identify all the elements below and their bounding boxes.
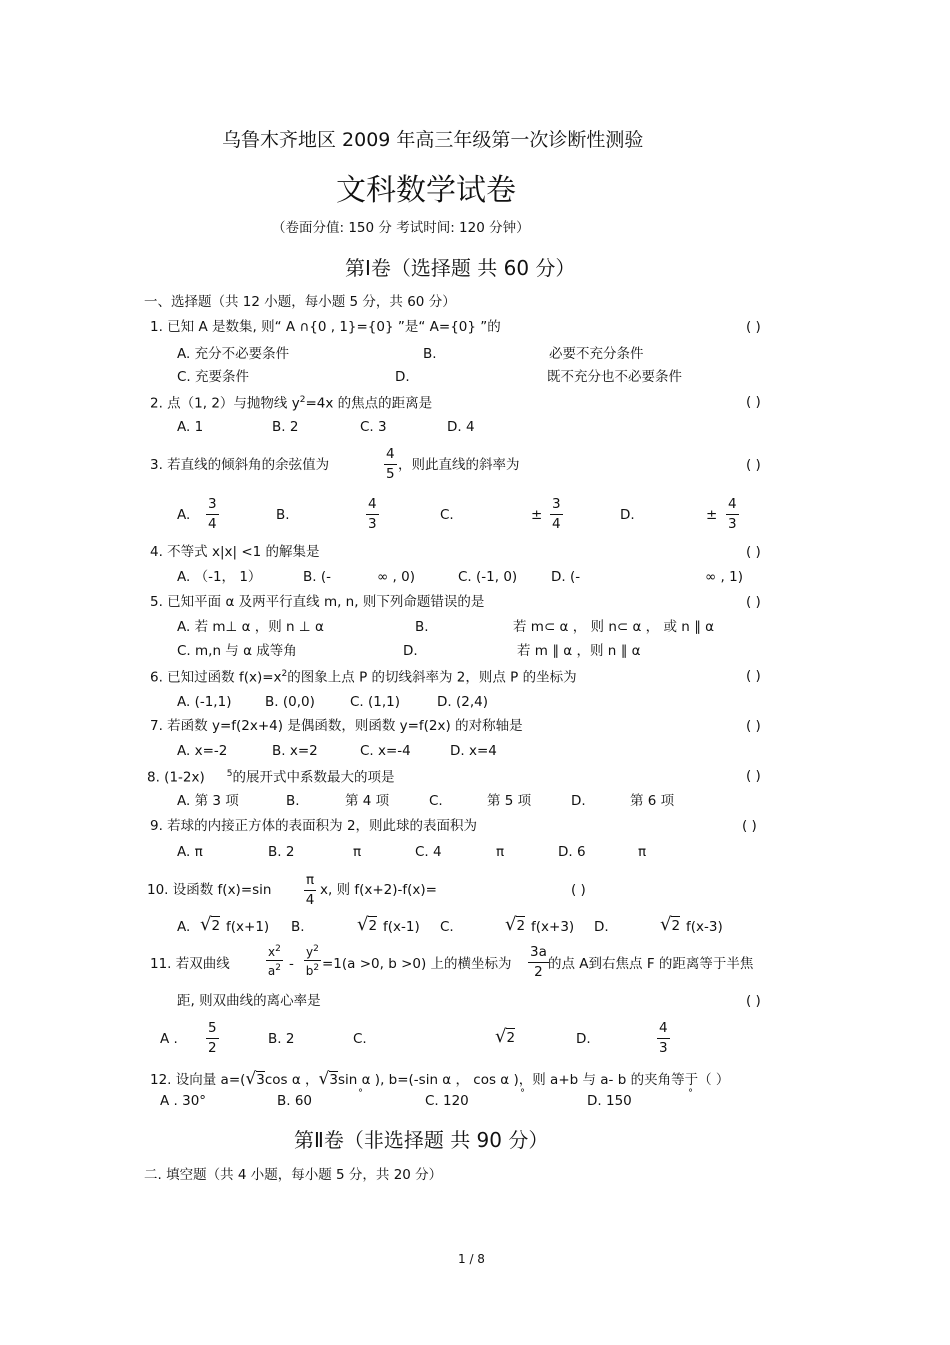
part1-title: 第Ⅰ卷（选择题 共 60 分）: [345, 256, 576, 280]
q6-option-b: B. (0,0): [265, 694, 315, 710]
q3-stem-end: ，则此直线的斜率为: [398, 457, 520, 473]
q12-option-c: C. 120: [425, 1093, 469, 1109]
q1-stem: 1. 已知 A 是数集, 则“ A ∩{0 , 1}={0} ”是“ A={0} ”的: [150, 319, 501, 335]
q10-option-b: f(x-1): [383, 919, 420, 935]
q10-option-c-label: C.: [440, 919, 454, 935]
q11-option-a-label: A .: [160, 1031, 178, 1047]
q9-option-c: C. 4: [415, 844, 442, 860]
q8-answer-paren: ( ): [746, 768, 761, 784]
q10-fraction: $\frac{\pi}{4}$: [305, 872, 315, 908]
q2-option-b: B. 2: [272, 419, 299, 435]
q9-option-a: A. π: [177, 844, 203, 860]
q11-minus: -: [289, 956, 294, 972]
q7-option-c: C. x=-4: [360, 743, 411, 759]
q10-option-b-sqrt: √2: [357, 914, 378, 935]
q12-option-b-degree: °: [358, 1088, 363, 1099]
q12-option-d-degree: °: [688, 1088, 693, 1099]
q11-x-fraction: $\frac{x^2}{a^2}$: [267, 944, 281, 978]
q12-option-a: A . 30°: [160, 1093, 207, 1109]
q11-y-fraction: $\frac{y^2}{b^2}$: [305, 944, 320, 978]
q8-option-c-label: C.: [429, 793, 443, 809]
q3-option-b-label: B.: [276, 507, 290, 523]
q3-option-d-fraction: $\frac{4}{3}$: [728, 496, 737, 532]
q10-stem-end: x, 则 f(x+2)-f(x)=: [320, 882, 437, 898]
q11-answer-paren: ( ): [746, 993, 761, 1009]
q11-3a-fraction: $\frac{3a}{2}$: [530, 944, 547, 980]
part2-title: 第Ⅱ卷（非选择题 共 90 分）: [294, 1128, 549, 1152]
q12-option-c-degree: °: [520, 1088, 525, 1099]
q9-option-b: B. 2: [268, 844, 295, 860]
q11-option-c-label: C.: [353, 1031, 367, 1047]
q9-answer-paren: ( ): [742, 818, 757, 834]
q3-option-c-sign: ±: [531, 507, 543, 523]
q5-option-a: A. 若 m⊥ α ，则 n ⊥ α: [177, 619, 324, 635]
q9-option-d-pi: π: [638, 844, 647, 860]
q10-option-c-sqrt: √2: [505, 914, 526, 935]
page-number: 1 / 8: [458, 1252, 485, 1266]
q9-option-d: D. 6: [558, 844, 586, 860]
q2-option-a: A. 1: [177, 419, 204, 435]
q4-stem: 4. 不等式 x|x| <1 的解集是: [150, 544, 320, 560]
q7-option-d: D. x=4: [450, 743, 497, 759]
q4-option-d-label: D. (-: [551, 569, 581, 585]
q10-option-c: f(x+3): [531, 919, 575, 935]
q7-option-a: A. x=-2: [177, 743, 228, 759]
q11-option-d-fraction: $\frac{4}{3}$: [659, 1020, 668, 1056]
q1-option-d-label: D.: [395, 369, 410, 385]
q1-option-c: C. 充要条件: [177, 369, 250, 385]
exam-info: （卷面分值: 150 分 考试时间: 120 分钟）: [272, 220, 530, 236]
q9-option-b-pi: π: [353, 844, 362, 860]
q10-option-b-label: B.: [291, 919, 305, 935]
q11-option-d-label: D.: [576, 1031, 591, 1047]
q8-option-b: 第 4 项: [345, 793, 390, 809]
q2-answer-paren: ( ): [746, 394, 761, 410]
q3-option-d-label: D.: [620, 507, 635, 523]
q12-stem: 12. 设向量 a=(√3cos α ，√3sin α ), b=(-sin α ， cos α )，则 a+b 与 a- b 的夹角等于（ ）: [150, 1069, 730, 1089]
q8-option-d-label: D.: [571, 793, 586, 809]
section2-heading: 二. 填空题（共 4 小题，每小题 5 分，共 20 分）: [144, 1167, 443, 1183]
q1-option-b-label: B.: [423, 346, 437, 362]
q6-answer-paren: ( ): [746, 668, 761, 684]
q1-option-a: A. 充分不必要条件: [177, 346, 290, 362]
q10-option-a-label: A.: [177, 919, 191, 935]
q5-option-c: C. m,n 与 α 成等角: [177, 643, 297, 659]
q2-stem: 2. 点（1, 2）与抛物线 $y^2=4x$ 的焦点的距离是: [150, 395, 433, 412]
q10-option-d-sqrt: √2: [660, 914, 681, 935]
q5-option-d: 若 m ∥ α ，则 n ∥ α: [517, 643, 641, 659]
q5-option-b: 若 m⊂ α ， 则 n⊂ α ， 或 n ∥ α: [513, 619, 715, 635]
q5-stem: 5. 已知平面 α 及两平行直线 m, n, 则下列命题错误的是: [150, 594, 485, 610]
q5-option-b-label: B.: [415, 619, 429, 635]
q11-stem: 11. 若双曲线: [150, 956, 230, 972]
q4-option-b-label: B. (-: [303, 569, 331, 585]
q4-option-b: ∞ , 0): [377, 569, 415, 585]
q10-option-a-sqrt: √2: [200, 914, 221, 935]
q12-option-d: D. 150: [587, 1093, 632, 1109]
q8-option-c: 第 5 项: [487, 793, 532, 809]
q11-stem-line2: 距, 则双曲线的离心率是: [177, 993, 321, 1009]
section1-heading: 一、选择题（共 12 小题，每小题 5 分，共 60 分）: [144, 294, 456, 310]
q11-option-c-sqrt: √2: [495, 1026, 516, 1047]
q12-option-b: B. 60: [277, 1093, 313, 1109]
q10-option-d: f(x-3): [686, 919, 723, 935]
exam-region-title: 乌鲁木齐地区 2009 年高三年级第一次诊断性测验: [222, 129, 644, 151]
q8-option-b-label: B.: [286, 793, 300, 809]
q6-option-d: D. (2,4): [437, 694, 488, 710]
q7-answer-paren: ( ): [746, 718, 761, 734]
q8-option-a: A. 第 3 项: [177, 793, 239, 809]
q1-answer-paren: ( ): [746, 319, 761, 335]
q11-option-b: B. 2: [268, 1031, 295, 1047]
q10-stem: 10. 设函数 f(x)=sin: [147, 882, 272, 898]
q11-stem-end: 的点 A到右焦点 F 的距离等于半焦: [548, 956, 754, 972]
q5-answer-paren: ( ): [746, 594, 761, 610]
q11-stem-middle: =1(a >0, b >0) 上的横坐标为: [322, 956, 512, 972]
q10-option-d-label: D.: [594, 919, 609, 935]
q9-stem: 9. 若球的内接正方体的表面积为 2，则此球的表面积为: [150, 818, 478, 834]
q6-option-c: C. (1,1): [350, 694, 401, 710]
q3-option-c-fraction: $\frac{3}{4}$: [552, 496, 561, 532]
q3-option-a-fraction: $\frac{3}{4}$: [208, 496, 217, 532]
q6-option-a: A. (-1,1): [177, 694, 232, 710]
q10-answer-paren: ( ): [571, 882, 586, 898]
q4-answer-paren: ( ): [746, 544, 761, 560]
q8-option-d: 第 6 项: [630, 793, 675, 809]
q3-option-a-label: A.: [177, 507, 191, 523]
q3-stem: 3. 若直线的倾斜角的余弦值为: [150, 457, 330, 473]
q4-option-a: A. （-1， 1）: [177, 569, 262, 585]
q5-option-d-label: D.: [403, 643, 418, 659]
q8-stem: 8. (1-2x) $^5$的展开式中系数最大的项是: [147, 769, 395, 786]
q2-option-c: C. 3: [360, 419, 387, 435]
q2-option-d: D. 4: [447, 419, 475, 435]
q3-option-b-fraction: $\frac{4}{3}$: [368, 496, 377, 532]
q3-option-c-label: C.: [440, 507, 454, 523]
q7-option-b: B. x=2: [272, 743, 318, 759]
q7-stem: 7. 若函数 y=f(2x+4) 是偶函数，则函数 y=f(2x) 的对称轴是: [150, 718, 523, 734]
q1-option-d: 既不充分也不必要条件: [547, 369, 682, 385]
q1-option-b: 必要不充分条件: [549, 346, 644, 362]
q3-option-d-sign: ±: [706, 507, 718, 523]
q3-fraction: $\frac{4}{5}$: [386, 446, 395, 482]
q3-answer-paren: ( ): [746, 457, 761, 473]
q4-option-d: ∞ , 1): [705, 569, 743, 585]
exam-subject-title: 文科数学试卷: [336, 173, 516, 208]
q6-stem: 6. 已知过函数 $f(x)=x^2$的图象上点 P 的切线斜率为 2，则点 P 的坐标为: [150, 669, 577, 686]
q4-option-c: C. (-1, 0): [458, 569, 518, 585]
q9-option-c-pi: π: [496, 844, 505, 860]
q11-option-a-fraction: $\frac{5}{2}$: [208, 1020, 217, 1056]
q10-option-a: f(x+1): [226, 919, 270, 935]
